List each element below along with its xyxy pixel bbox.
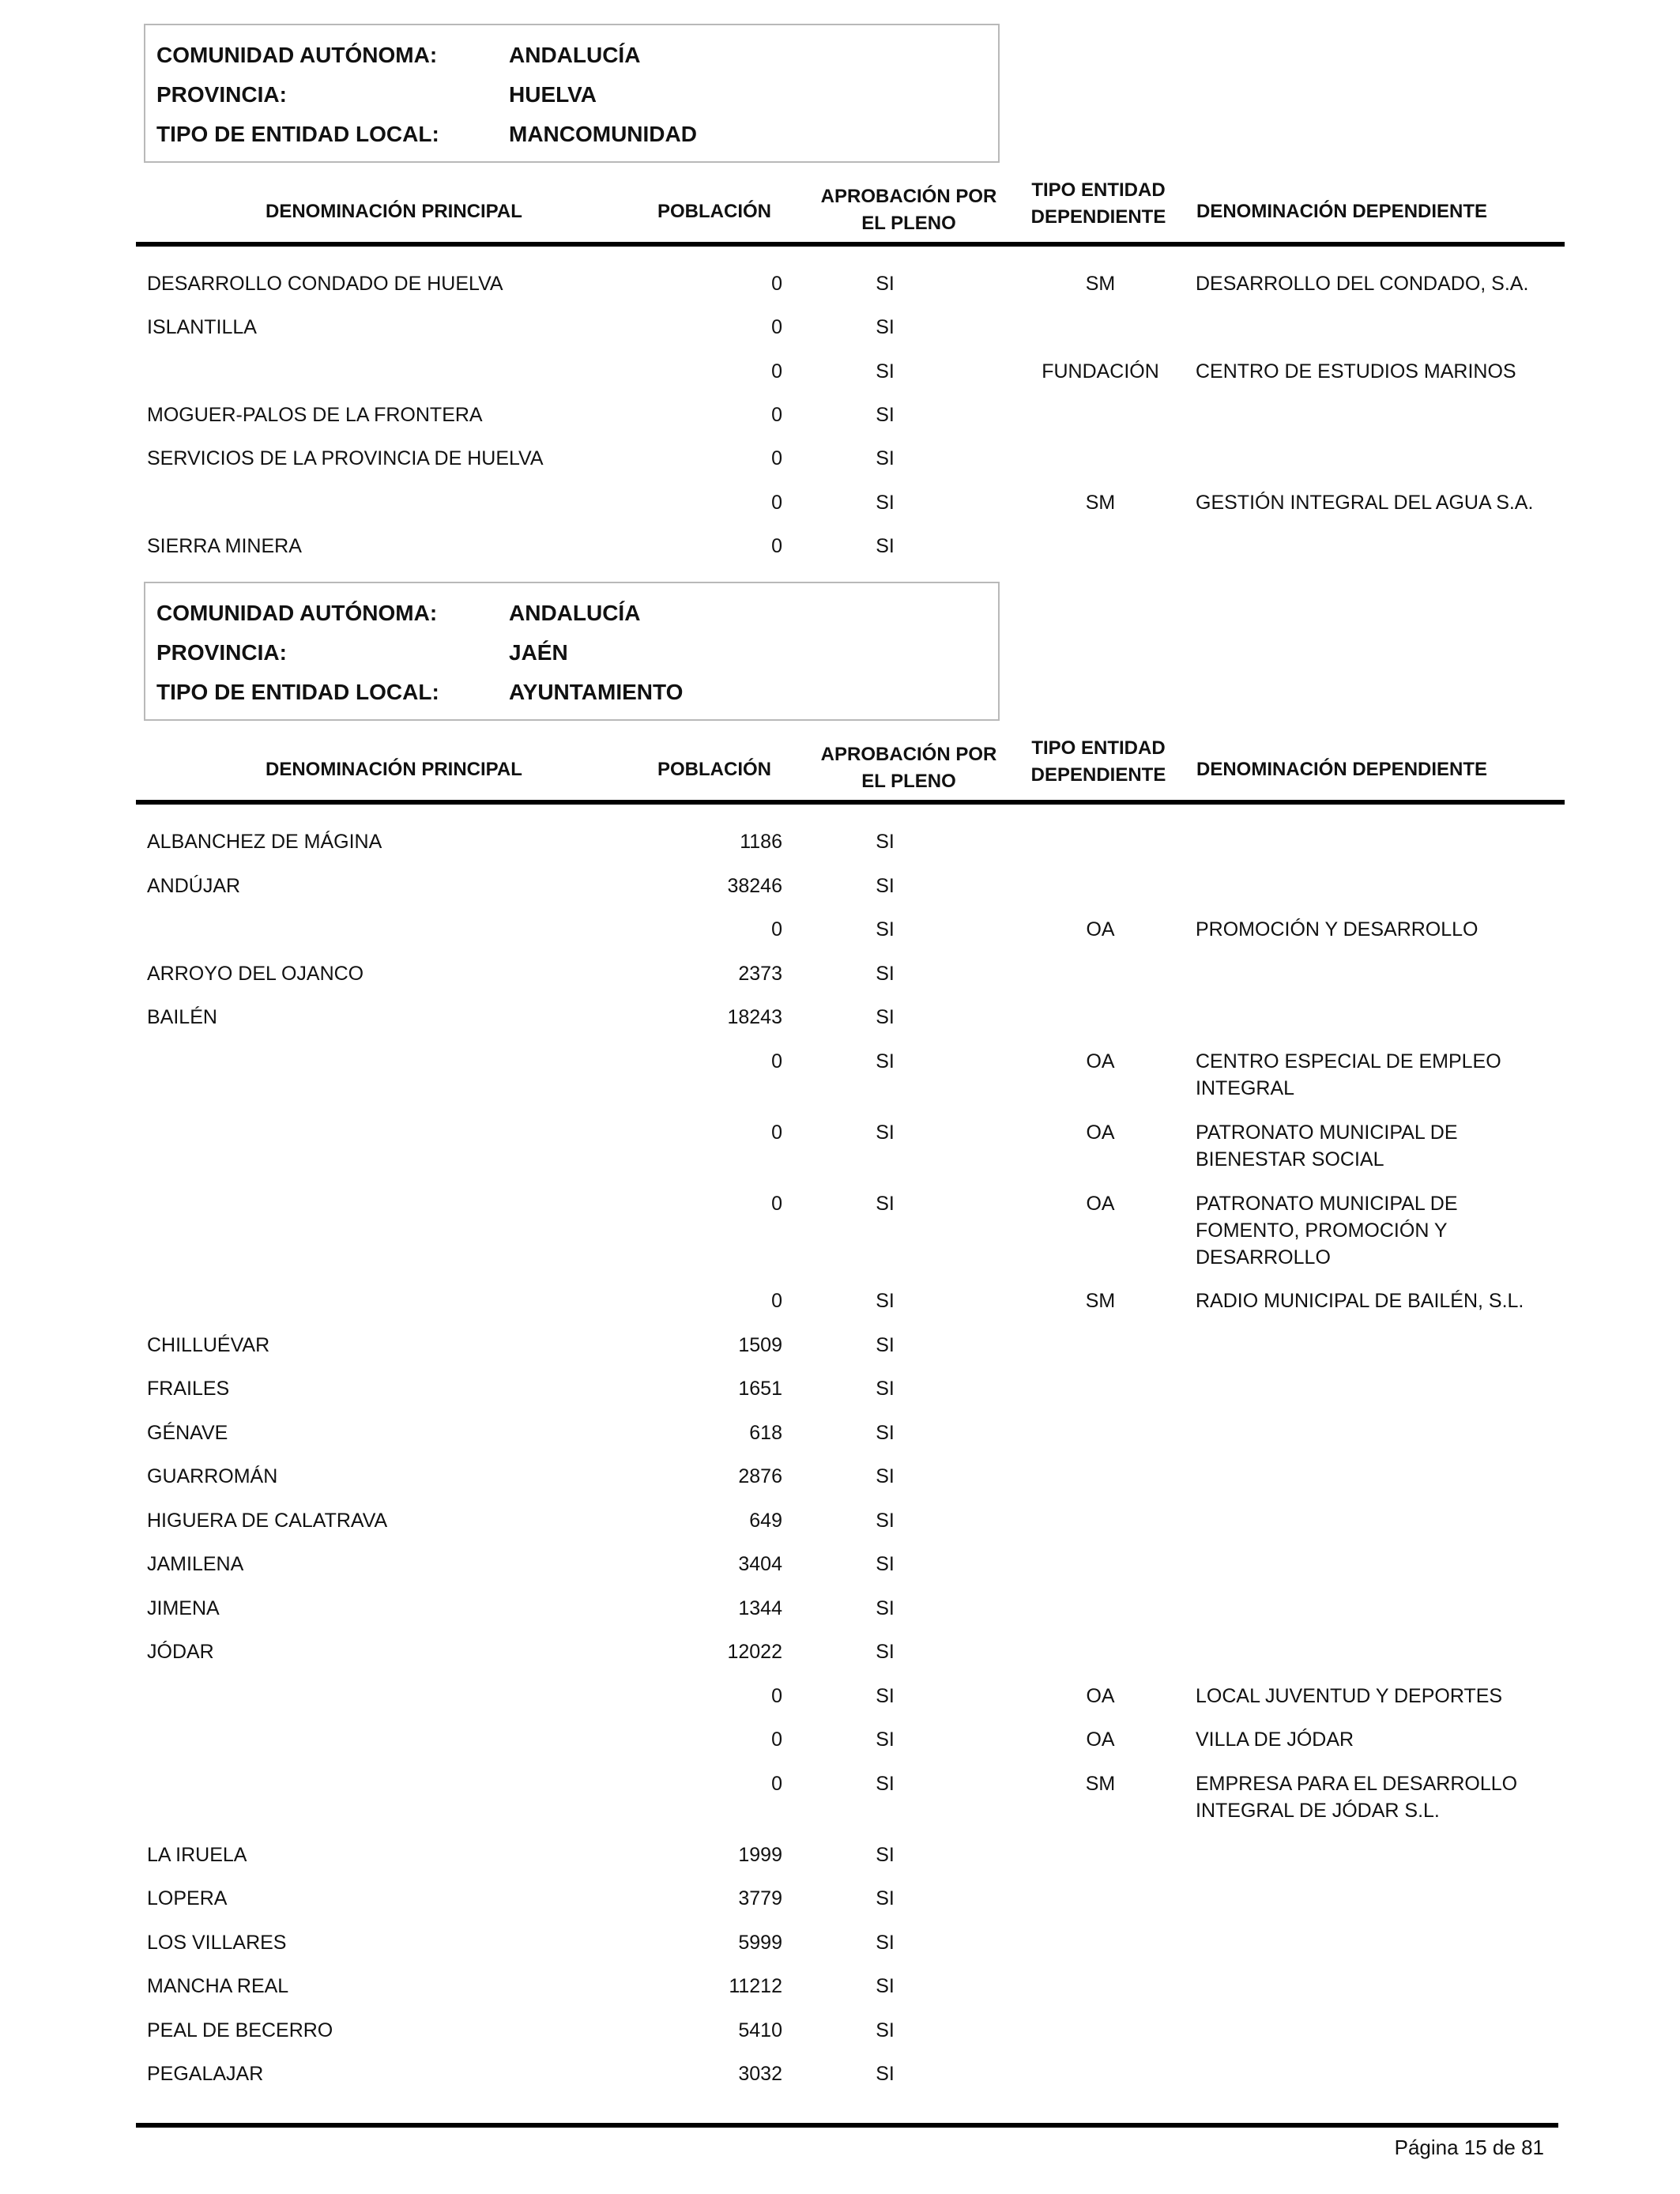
cell-poblacion: 1344 bbox=[738, 1597, 782, 1619]
tipo-entidad-value: AYUNTAMIENTO bbox=[509, 680, 684, 704]
cell-denominacion-principal: PEAL DE BECERRO bbox=[147, 2019, 333, 2041]
header-tipo-line1: TIPO ENTIDAD bbox=[1031, 179, 1166, 201]
cell-poblacion: 18243 bbox=[727, 1006, 782, 1028]
comunidad-value: ANDALUCÍA bbox=[509, 601, 641, 625]
cell-aprobacion: SI bbox=[876, 1122, 895, 1144]
cell-denominacion-principal: LA IRUELA bbox=[147, 1844, 247, 1866]
cell-denominacion-dependiente: PROMOCIÓN Y DESARROLLO bbox=[1196, 918, 1478, 941]
cell-poblacion: 1651 bbox=[738, 1378, 782, 1400]
header-aprobacion-line1: APROBACIÓN POR bbox=[820, 744, 997, 765]
cell-poblacion: 38246 bbox=[727, 875, 782, 897]
cell-aprobacion: SI bbox=[876, 273, 895, 295]
cell-poblacion: 0 bbox=[771, 404, 782, 426]
cell-denominacion-principal: MOGUER-PALOS DE LA FRONTERA bbox=[147, 404, 483, 426]
cell-poblacion: 0 bbox=[771, 316, 782, 338]
cell-aprobacion: SI bbox=[876, 2019, 895, 2041]
cell-poblacion: 0 bbox=[771, 918, 782, 941]
cell-denominacion-principal: JIMENA bbox=[147, 1597, 220, 1619]
cell-aprobacion: SI bbox=[876, 1006, 895, 1028]
cell-poblacion: 1186 bbox=[740, 831, 782, 853]
cell-poblacion: 0 bbox=[771, 492, 782, 514]
section-info-box bbox=[144, 582, 1000, 721]
cell-aprobacion: SI bbox=[876, 447, 895, 469]
cell-denominacion-dependiente: PATRONATO MUNICIPAL DE BIENESTAR SOCIAL bbox=[1196, 1122, 1458, 1171]
header-aprobacion bbox=[814, 183, 1004, 237]
cell-poblacion: 0 bbox=[771, 360, 782, 383]
header-dependiente: DENOMINACIÓN DEPENDIENTE bbox=[1196, 201, 1488, 222]
cell-aprobacion: SI bbox=[876, 1334, 895, 1356]
cell-poblacion: 5999 bbox=[738, 1932, 782, 1954]
page-number: Página 15 de 81 bbox=[1394, 2136, 1544, 2159]
cell-denominacion-dependiente: RADIO MUNICIPAL DE BAILÉN, S.L. bbox=[1196, 1290, 1524, 1312]
cell-poblacion: 3404 bbox=[738, 1553, 782, 1575]
cell-denominacion-dependiente: CENTRO DE ESTUDIOS MARINOS bbox=[1196, 360, 1516, 383]
header-divider bbox=[136, 800, 1565, 805]
header-poblacion: POBLACIÓN bbox=[657, 201, 771, 222]
cell-denominacion-dependiente: DESARROLLO DEL CONDADO, S.A. bbox=[1196, 273, 1529, 295]
tipo-entidad-label: TIPO DE ENTIDAD LOCAL: bbox=[156, 680, 439, 704]
cell-denominacion-principal: SERVICIOS DE LA PROVINCIA DE HUELVA bbox=[147, 447, 544, 469]
cell-denominacion-dependiente: VILLA DE JÓDAR bbox=[1196, 1728, 1354, 1751]
cell-aprobacion: SI bbox=[876, 1932, 895, 1954]
header-dependiente: DENOMINACIÓN DEPENDIENTE bbox=[1196, 759, 1488, 780]
cell-aprobacion: SI bbox=[876, 1844, 895, 1866]
cell-tipo-entidad: SM bbox=[1085, 1290, 1116, 1312]
header-principal: DENOMINACIÓN PRINCIPAL bbox=[266, 759, 522, 780]
cell-aprobacion: SI bbox=[876, 535, 895, 557]
cell-denominacion-principal: DESARROLLO CONDADO DE HUELVA bbox=[147, 273, 503, 295]
cell-denominacion-principal: BAILÉN bbox=[147, 1006, 217, 1028]
cell-aprobacion: SI bbox=[876, 1290, 895, 1312]
cell-aprobacion: SI bbox=[876, 1773, 895, 1795]
header-aprobacion bbox=[814, 741, 1004, 795]
cell-poblacion: 0 bbox=[771, 1122, 782, 1144]
comunidad-label: COMUNIDAD AUTÓNOMA: bbox=[156, 601, 438, 625]
cell-denominacion-principal: HIGUERA DE CALATRAVA bbox=[147, 1510, 388, 1532]
cell-aprobacion: SI bbox=[876, 1685, 895, 1707]
cell-denominacion-principal: JAMILENA bbox=[147, 1553, 244, 1575]
cell-aprobacion: SI bbox=[876, 492, 895, 514]
cell-aprobacion: SI bbox=[876, 1050, 895, 1072]
cell-aprobacion: SI bbox=[876, 963, 895, 985]
cell-poblacion: 0 bbox=[771, 273, 782, 295]
cell-aprobacion: SI bbox=[876, 1465, 895, 1487]
cell-denominacion-principal: GÉNAVE bbox=[147, 1422, 228, 1444]
provincia-value: HUELVA bbox=[509, 82, 597, 107]
cell-denominacion-principal: PEGALAJAR bbox=[147, 2063, 264, 2085]
cell-aprobacion: SI bbox=[876, 2063, 895, 2085]
cell-poblacion: 3032 bbox=[738, 2063, 782, 2085]
cell-tipo-entidad: FUNDACIÓN bbox=[1042, 360, 1159, 383]
header-tipo-line1: TIPO ENTIDAD bbox=[1031, 737, 1166, 759]
cell-aprobacion: SI bbox=[876, 875, 895, 897]
cell-poblacion: 0 bbox=[771, 447, 782, 469]
header-tipo-line2: DEPENDIENTE bbox=[1030, 206, 1166, 228]
cell-aprobacion: SI bbox=[876, 1887, 895, 1909]
header-divider bbox=[136, 242, 1565, 247]
cell-denominacion-dependiente: EMPRESA PARA EL DESARROLLO INTEGRAL DE JÓDAR S.L. bbox=[1196, 1773, 1518, 1822]
header-aprobacion-line2: EL PLENO bbox=[861, 771, 956, 792]
cell-poblacion: 618 bbox=[749, 1422, 782, 1444]
cell-denominacion-dependiente: CENTRO ESPECIAL DE EMPLEO INTEGRAL bbox=[1196, 1050, 1501, 1099]
cell-denominacion-dependiente: GESTIÓN INTEGRAL DEL AGUA S.A. bbox=[1196, 492, 1534, 514]
cell-tipo-entidad: SM bbox=[1085, 1773, 1116, 1795]
cell-denominacion-principal: LOPERA bbox=[147, 1887, 228, 1909]
cell-tipo-entidad: OA bbox=[1086, 1193, 1115, 1215]
header-tipo-line2: DEPENDIENTE bbox=[1030, 764, 1166, 786]
cell-aprobacion: SI bbox=[876, 316, 895, 338]
cell-denominacion-dependiente: LOCAL JUVENTUD Y DEPORTES bbox=[1196, 1685, 1503, 1707]
cell-poblacion: 12022 bbox=[727, 1641, 782, 1663]
cell-poblacion: 1509 bbox=[738, 1334, 782, 1356]
cell-poblacion: 2373 bbox=[738, 963, 782, 985]
cell-denominacion-principal: SIERRA MINERA bbox=[147, 535, 302, 557]
tipo-entidad-label: TIPO DE ENTIDAD LOCAL: bbox=[156, 122, 439, 146]
cell-aprobacion: SI bbox=[876, 1597, 895, 1619]
provincia-label: PROVINCIA: bbox=[156, 82, 287, 107]
cell-denominacion-principal: GUARROMÁN bbox=[147, 1465, 278, 1487]
cell-tipo-entidad: OA bbox=[1086, 1728, 1115, 1751]
cell-poblacion: 3779 bbox=[738, 1887, 782, 1909]
comunidad-label: COMUNIDAD AUTÓNOMA: bbox=[156, 43, 438, 67]
cell-denominacion-principal: ARROYO DEL OJANCO bbox=[147, 963, 364, 985]
cell-denominacion-principal: JÓDAR bbox=[147, 1641, 214, 1663]
cell-poblacion: 2876 bbox=[738, 1465, 782, 1487]
header-poblacion: POBLACIÓN bbox=[657, 759, 771, 780]
cell-poblacion: 0 bbox=[771, 1193, 782, 1215]
cell-poblacion: 0 bbox=[771, 1728, 782, 1751]
cell-aprobacion: SI bbox=[876, 1378, 895, 1400]
cell-poblacion: 0 bbox=[771, 535, 782, 557]
cell-denominacion-principal: ISLANTILLA bbox=[147, 316, 257, 338]
section-info-box bbox=[144, 24, 1000, 163]
cell-denominacion-principal: FRAILES bbox=[147, 1378, 230, 1400]
header-tipo bbox=[1019, 735, 1177, 789]
cell-aprobacion: SI bbox=[876, 360, 895, 383]
cell-denominacion-principal: LOS VILLARES bbox=[147, 1932, 287, 1954]
cell-aprobacion: SI bbox=[876, 1553, 895, 1575]
header-principal: DENOMINACIÓN PRINCIPAL bbox=[266, 201, 522, 222]
cell-denominacion-principal: MANCHA REAL bbox=[147, 1975, 289, 1997]
cell-aprobacion: SI bbox=[876, 1422, 895, 1444]
cell-aprobacion: SI bbox=[876, 1641, 895, 1663]
cell-aprobacion: SI bbox=[876, 1510, 895, 1532]
cell-poblacion: 1999 bbox=[738, 1844, 782, 1866]
header-aprobacion-line1: APROBACIÓN POR bbox=[820, 186, 997, 207]
cell-aprobacion: SI bbox=[876, 404, 895, 426]
cell-denominacion-principal: ANDÚJAR bbox=[147, 875, 241, 897]
provincia-value: JAÉN bbox=[509, 640, 568, 665]
tipo-entidad-value: MANCOMUNIDAD bbox=[509, 122, 697, 146]
header-tipo bbox=[1019, 177, 1177, 231]
cell-tipo-entidad: SM bbox=[1085, 273, 1116, 295]
cell-poblacion: 5410 bbox=[738, 2019, 782, 2041]
cell-denominacion-principal: ALBANCHEZ DE MÁGINA bbox=[147, 831, 382, 853]
provincia-label: PROVINCIA: bbox=[156, 640, 287, 665]
comunidad-value: ANDALUCÍA bbox=[509, 43, 641, 67]
cell-aprobacion: SI bbox=[876, 831, 895, 853]
cell-poblacion: 0 bbox=[771, 1773, 782, 1795]
cell-poblacion: 11212 bbox=[729, 1975, 782, 1997]
cell-aprobacion: SI bbox=[876, 918, 895, 941]
cell-aprobacion: SI bbox=[876, 1728, 895, 1751]
cell-poblacion: 0 bbox=[771, 1685, 782, 1707]
cell-denominacion-dependiente: PATRONATO MUNICIPAL DE FOMENTO, PROMOCIÓN Y DESARROLLO bbox=[1196, 1193, 1458, 1269]
cell-tipo-entidad: SM bbox=[1085, 492, 1116, 514]
cell-tipo-entidad: OA bbox=[1086, 1122, 1115, 1144]
cell-denominacion-principal: CHILLUÉVAR bbox=[147, 1334, 270, 1356]
cell-poblacion: 0 bbox=[771, 1290, 782, 1312]
cell-tipo-entidad: OA bbox=[1086, 1685, 1115, 1707]
cell-tipo-entidad: OA bbox=[1086, 918, 1115, 941]
cell-poblacion: 0 bbox=[771, 1050, 782, 1072]
cell-aprobacion: SI bbox=[876, 1193, 895, 1215]
cell-poblacion: 649 bbox=[749, 1510, 782, 1532]
cell-aprobacion: SI bbox=[876, 1975, 895, 1997]
header-aprobacion-line2: EL PLENO bbox=[861, 213, 956, 234]
cell-tipo-entidad: OA bbox=[1086, 1050, 1115, 1072]
footer-divider bbox=[136, 2123, 1558, 2128]
